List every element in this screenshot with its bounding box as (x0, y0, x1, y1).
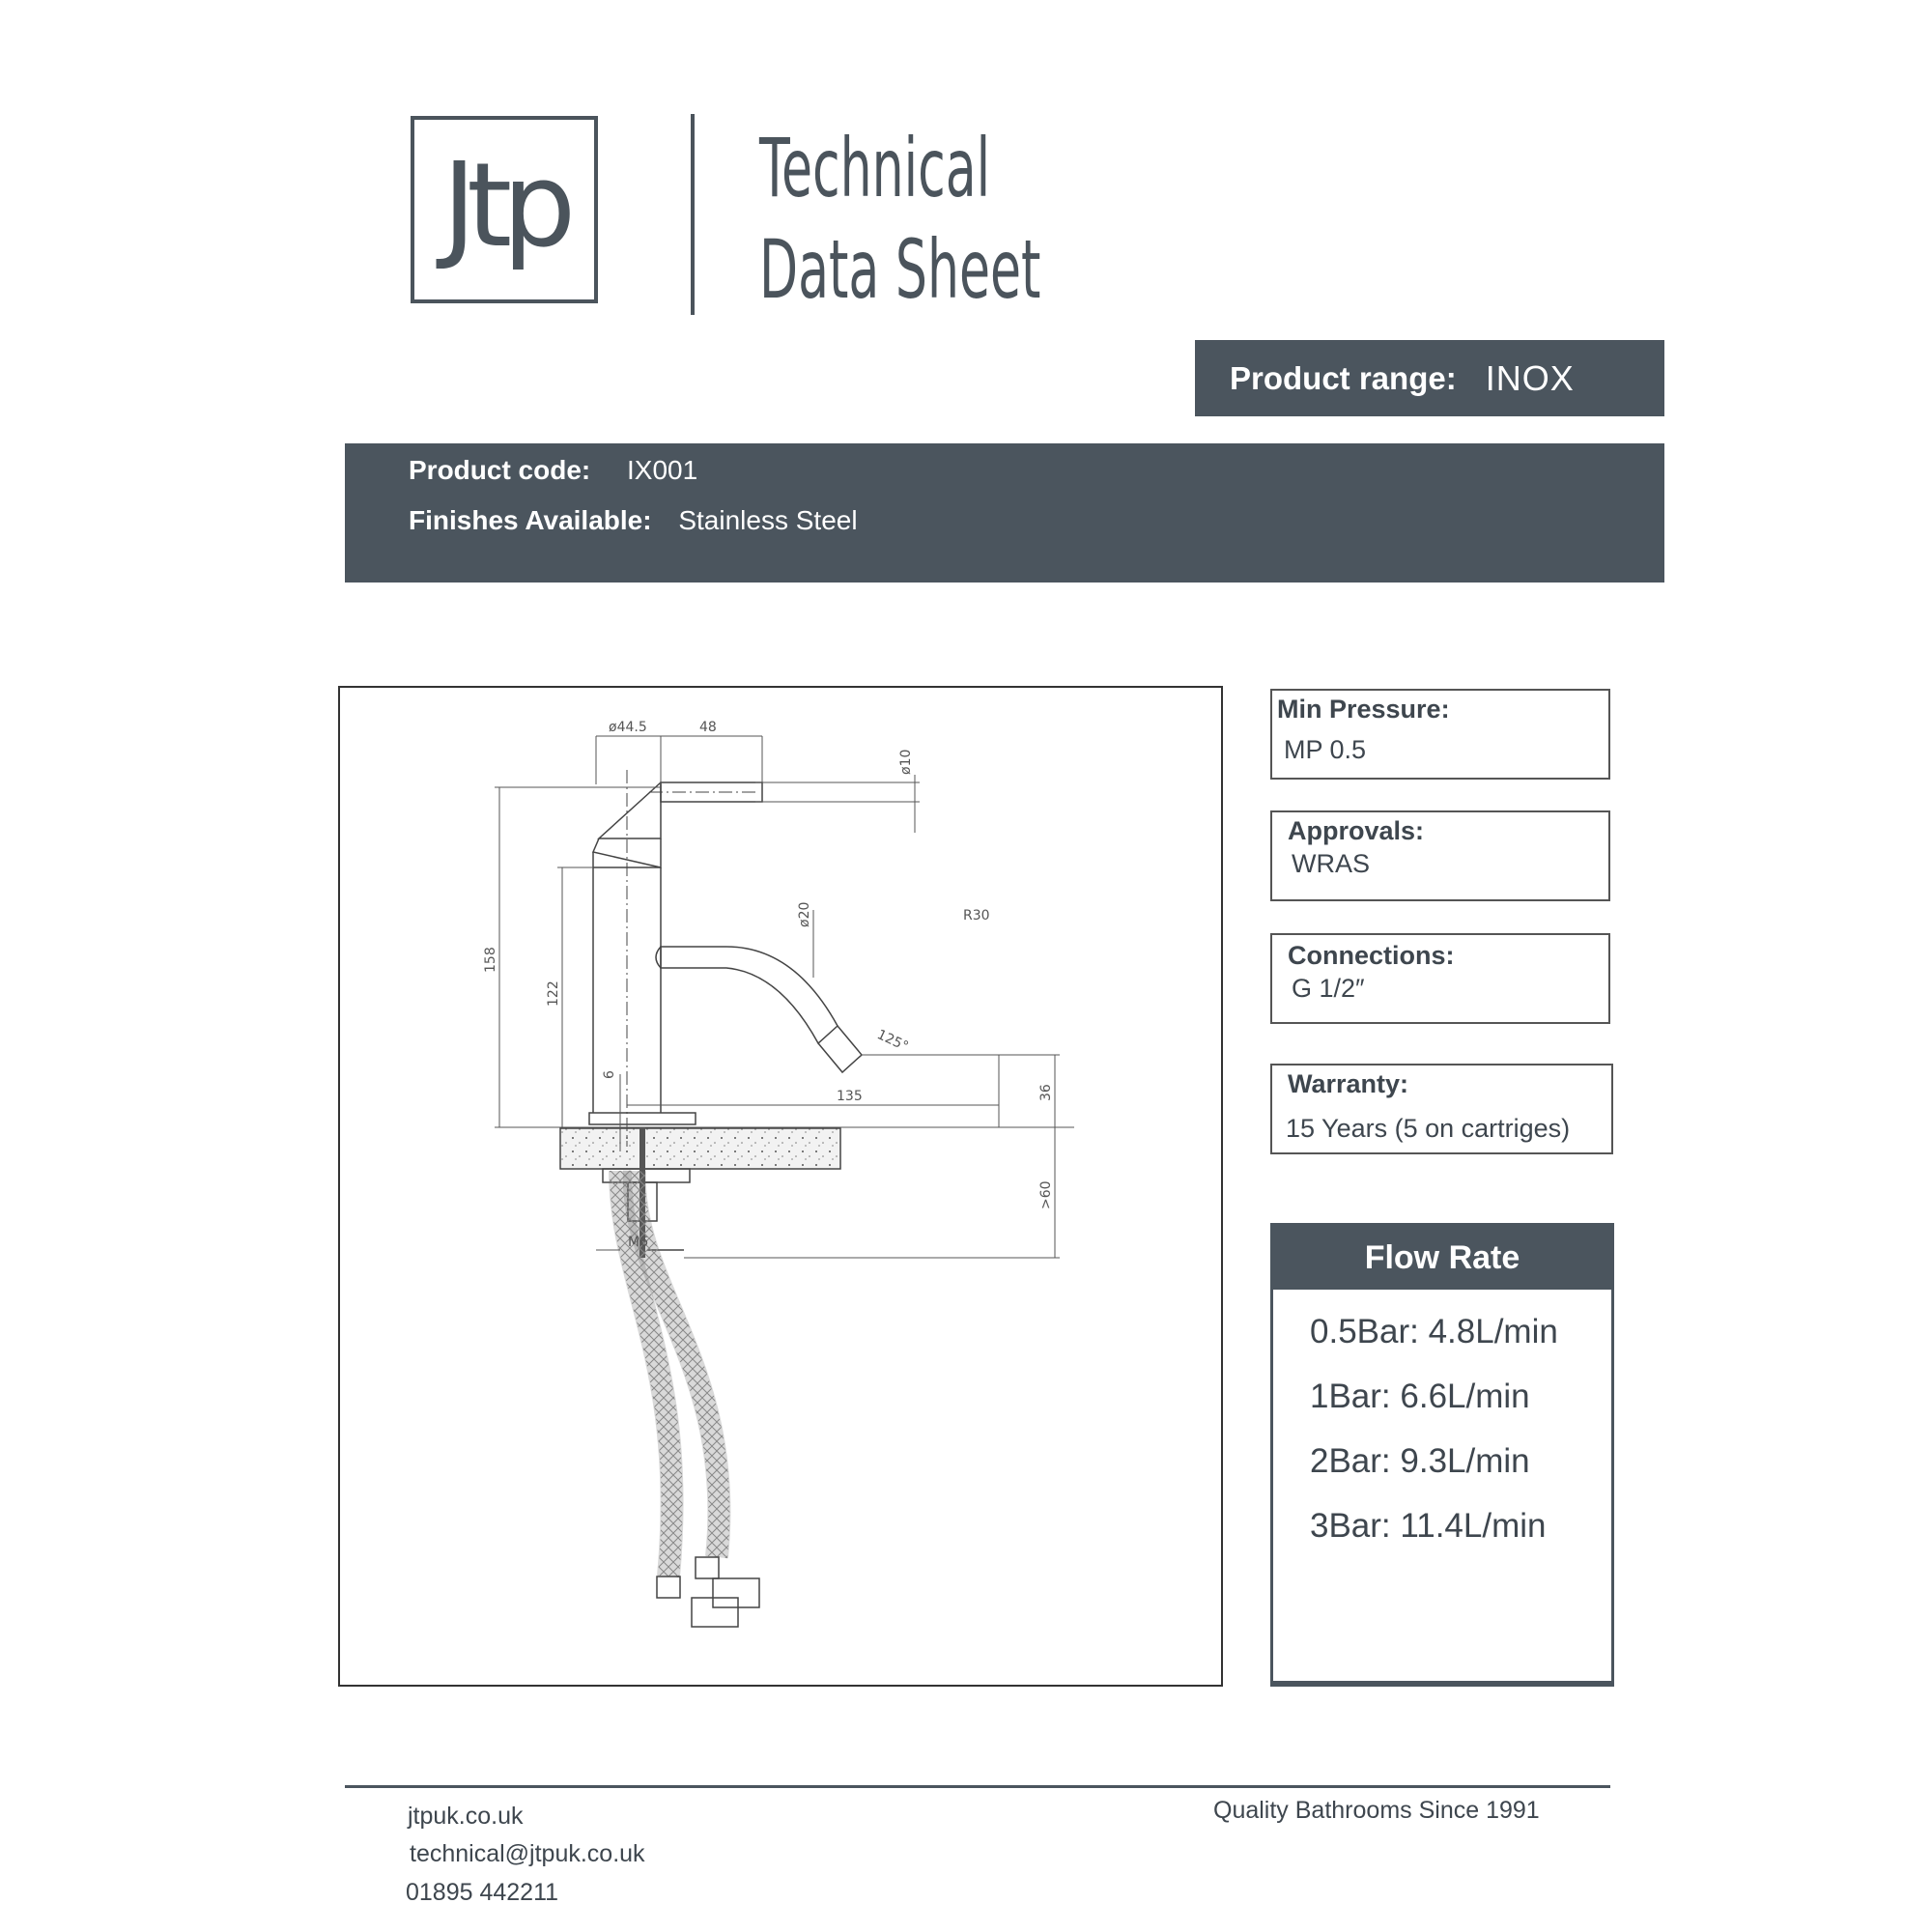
dim-60: >60 (1038, 1180, 1054, 1209)
warranty-label: Warranty: (1288, 1069, 1409, 1098)
dim-122: 122 (546, 980, 561, 1007)
footer-website-link[interactable]: jtpuk.co.uk (408, 1803, 524, 1830)
product-range-band (1195, 340, 1664, 416)
hose-nut-left (692, 1598, 738, 1627)
jtp-logo (411, 116, 598, 303)
flow-rate-row: 3Bar: 11.4L/min (1310, 1507, 1547, 1545)
flow-rate-row: 2Bar: 9.3L/min (1310, 1442, 1530, 1480)
product-range-value: INOX (1485, 357, 1575, 398)
footer-phone: 01895 442211 (406, 1879, 559, 1906)
dim-135: 135 (837, 1089, 863, 1104)
hose-nut-right (713, 1578, 759, 1607)
title-technical: Technical (759, 121, 991, 215)
flow-rate-row: 1Bar: 6.6L/min (1310, 1378, 1530, 1415)
dim-diameter-44: ø44.5 (609, 720, 647, 735)
countertop (560, 1128, 840, 1169)
title-data-sheet: Data Sheet (759, 222, 1041, 317)
warranty-box (1270, 1064, 1613, 1154)
spout (661, 947, 838, 1043)
approvals-label: Approvals: (1288, 816, 1425, 845)
dim-diameter-20: ø20 (797, 901, 812, 927)
connections-value: G 1/2″ (1292, 974, 1365, 1003)
dim-48: 48 (699, 720, 717, 735)
finishes-value: Stainless Steel (678, 505, 858, 535)
footer-email-link[interactable]: technical@jtpuk.co.uk (410, 1840, 645, 1867)
product-code-row (409, 455, 697, 486)
connections-label: Connections: (1288, 941, 1455, 970)
footer-tagline: Quality Bathrooms Since 1991 (1213, 1797, 1540, 1824)
finishes-row (409, 505, 858, 536)
flow-rate-panel (1270, 1223, 1614, 1687)
approvals-box (1270, 810, 1610, 901)
technical-drawing (338, 686, 1223, 1687)
spout-tip (818, 1026, 862, 1072)
product-code-label: Product code: (409, 455, 591, 485)
header-divider (691, 114, 695, 315)
product-range-label: Product range: (1230, 359, 1457, 396)
tap-drawing-svg (340, 688, 1225, 1689)
dim-6: 6 (602, 1070, 617, 1079)
approvals-value: WRAS (1292, 849, 1370, 878)
warranty-value: 15 Years (5 on cartriges) (1286, 1114, 1571, 1143)
dim-diameter-10: ø10 (898, 749, 914, 775)
finishes-label: Finishes Available: (409, 505, 652, 535)
dim-158: 158 (483, 947, 498, 973)
footer-divider (345, 1785, 1610, 1788)
min-pressure-value: MP 0.5 (1284, 735, 1367, 764)
dim-r30: R30 (963, 908, 990, 923)
flow-rate-row: 0.5Bar: 4.8L/min (1310, 1313, 1558, 1350)
base-flange (589, 1113, 696, 1124)
min-pressure-box (1270, 689, 1610, 780)
flow-rate-title: Flow Rate (1273, 1226, 1611, 1290)
handle-body (599, 782, 661, 838)
min-pressure-label: Min Pressure: (1277, 695, 1450, 724)
connections-box (1270, 933, 1610, 1024)
logo-text: Jtp (441, 138, 567, 273)
dim-36: 36 (1038, 1084, 1054, 1101)
dim-angle-125: 125° (874, 1027, 911, 1055)
product-info-band (345, 443, 1664, 582)
dim-m6: M6 (628, 1235, 648, 1250)
product-code-value: IX001 (627, 455, 698, 485)
